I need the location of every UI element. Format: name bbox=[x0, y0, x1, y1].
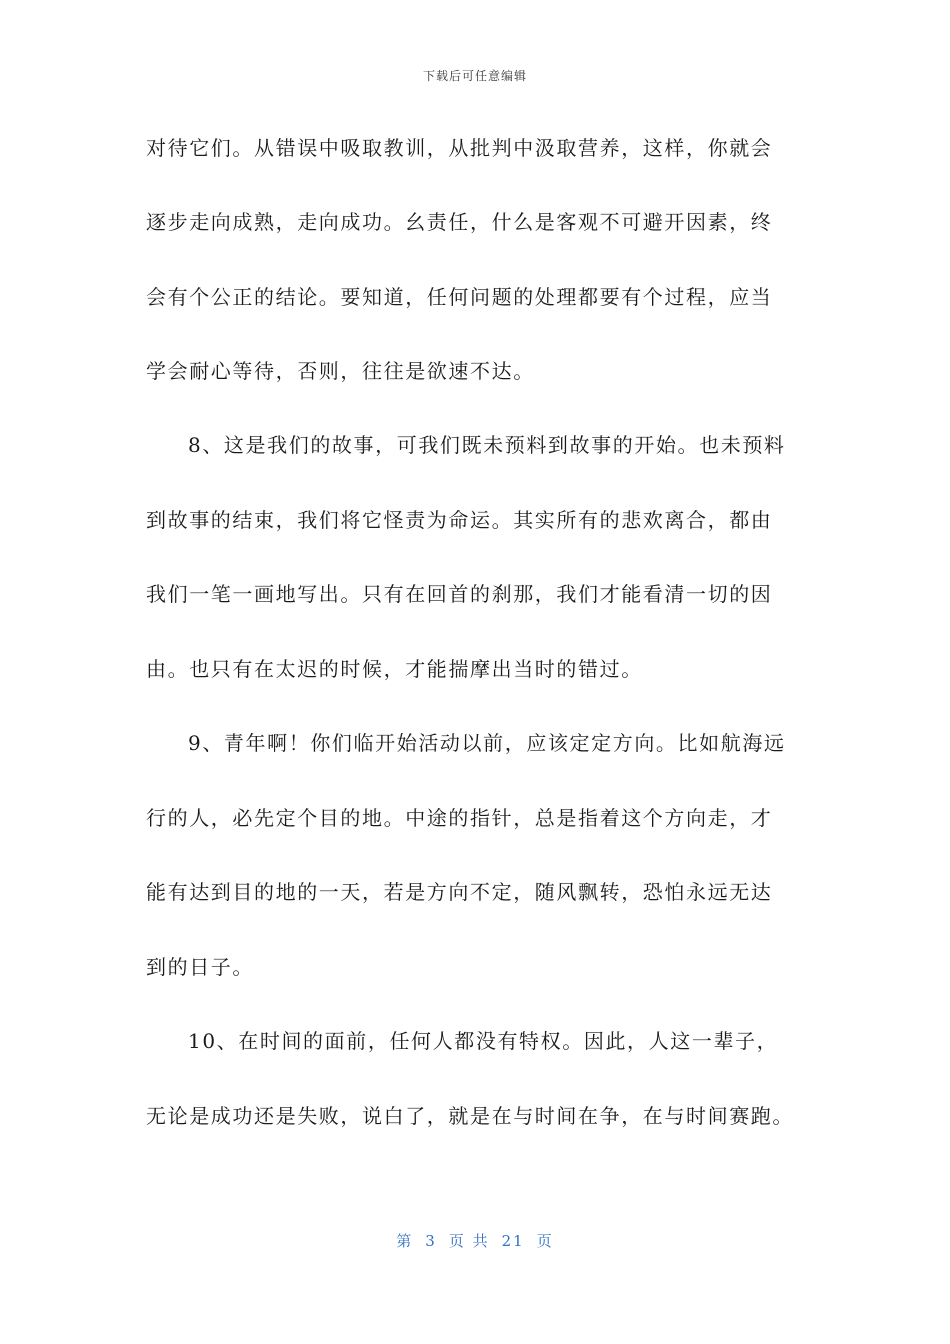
footer-suffix: 页 bbox=[536, 1232, 554, 1250]
paragraph-10-start: 10、在时间的面前，任何人都没有特权。因此，人这一辈子， bbox=[188, 1029, 779, 1053]
paragraph-9-start: 9、青年啊！你们临开始活动以前，应该定定方向。比如航海远 bbox=[188, 731, 786, 755]
text-line: 由。也只有在太迟的时候，才能揣摩出当时的错过。 bbox=[146, 657, 643, 681]
page-number-footer bbox=[0, 1230, 950, 1251]
text-line: 到的日子。 bbox=[146, 955, 254, 979]
text-line: 我们一笔一画地写出。只有在回首的刹那，我们才能看清一切的因 bbox=[146, 582, 773, 606]
text-line: 学会耐心等待，否则，往往是欲速不达。 bbox=[146, 359, 535, 383]
text-line: 能有达到目的地的一天，若是方向不定，随风飘转，恐怕永远无达 bbox=[146, 880, 773, 904]
text-line: 到故事的结束，我们将它怪责为命运。其实所有的悲欢离合，都由 bbox=[146, 508, 773, 532]
text-line: 逐步走向成熟，走向成功。幺责任，什么是客观不可避开因素，终 bbox=[146, 210, 773, 234]
footer-prefix: 第 bbox=[396, 1232, 414, 1250]
text-line: 会有个公正的结论。要知道，任何问题的处理都要有个过程，应当 bbox=[146, 285, 773, 309]
current-page-number: 3 bbox=[425, 1232, 437, 1250]
text-line: 对待它们。从错误中吸取教训，从批判中汲取营养，这样，你就会 bbox=[146, 136, 773, 160]
paragraph-8-start: 8、这是我们的故事，可我们既未预料到故事的开始。也未预料 bbox=[188, 433, 786, 457]
text-line: 无论是成功还是失败，说白了，就是在与时间在争，在与时间赛跑。 bbox=[146, 1104, 794, 1128]
footer-middle: 页 共 bbox=[448, 1232, 490, 1250]
text-line: 行的人，必先定个目的地。中途的指针，总是指着这个方向走，才 bbox=[146, 806, 773, 830]
total-pages-number: 21 bbox=[501, 1232, 525, 1250]
page-header-note: 下载后可任意编辑 bbox=[422, 69, 527, 83]
